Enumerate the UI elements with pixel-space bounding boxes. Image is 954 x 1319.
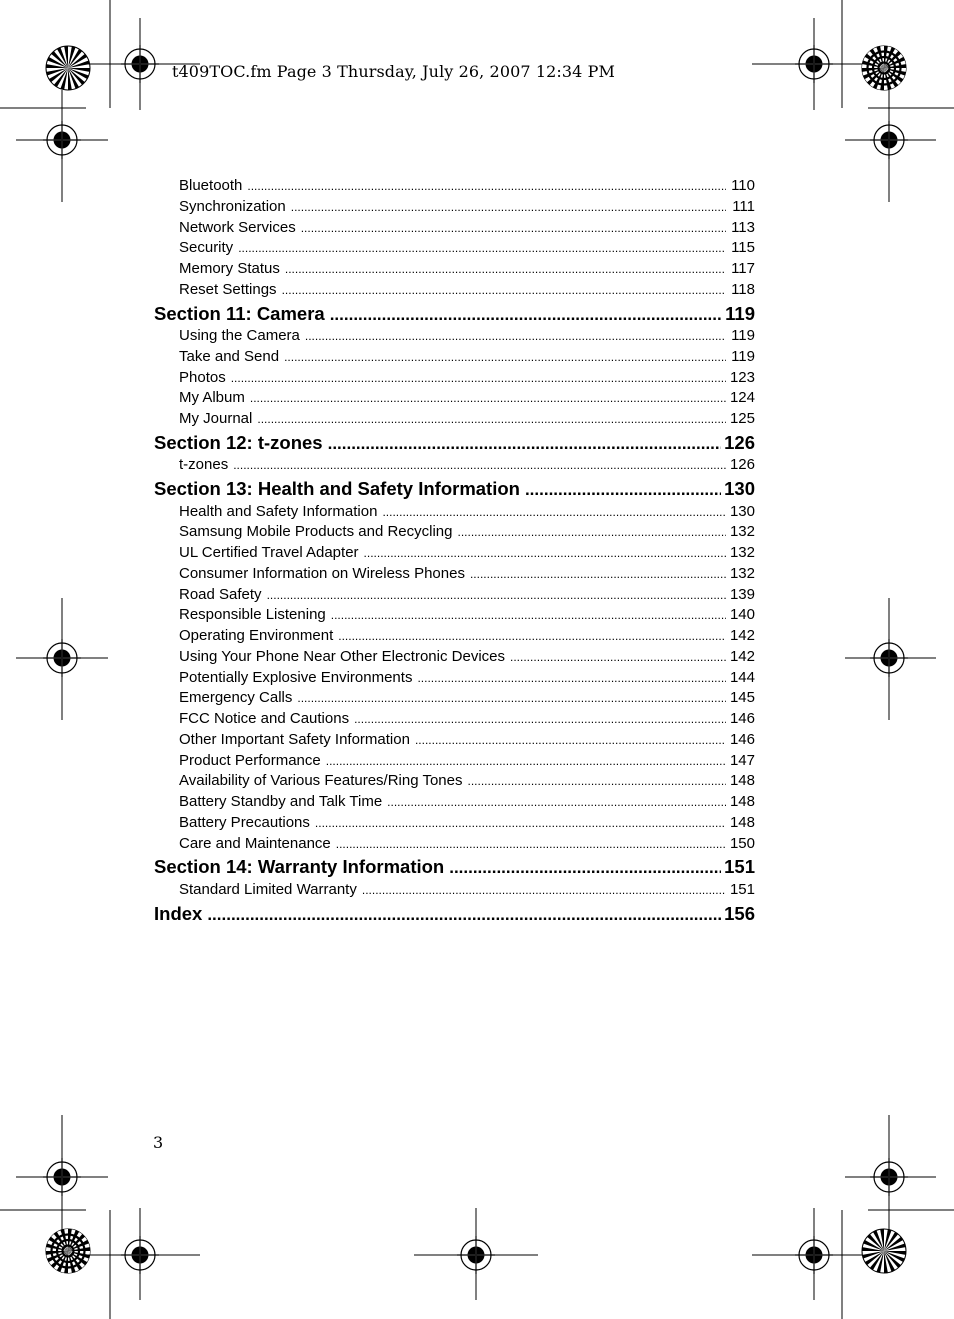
toc-entry-title: Section 14: Warranty Information	[154, 856, 445, 878]
dot-leader	[285, 259, 726, 280]
toc-entry[interactable]	[154, 347, 755, 368]
registration-crosshair	[457, 1236, 495, 1274]
toc-entry-page: 146	[729, 730, 755, 748]
toc-entry-title: Synchronization	[179, 197, 286, 215]
registration-crosshair	[43, 639, 81, 677]
toc-entry-page: 119	[731, 347, 755, 365]
toc-entry[interactable]	[154, 813, 755, 834]
dot-leader	[338, 626, 726, 647]
toc-entry-page: 126	[729, 456, 755, 474]
toc-entry-title: Section 11: Camera	[154, 302, 325, 324]
toc-entry-page: 130	[724, 478, 755, 499]
toc-entry-page: 146	[729, 710, 755, 727]
toc-entry-page: 126	[724, 431, 755, 453]
toc-entry[interactable]	[154, 771, 755, 792]
toc-entry-page: 151	[724, 856, 755, 878]
toc-entry[interactable]	[154, 730, 755, 751]
toc-entry-page: 139	[729, 585, 755, 603]
toc-entry-title: Security	[179, 239, 234, 257]
toc-entry-title: Section 13: Health and Safety Information	[154, 478, 520, 499]
toc-entry[interactable]	[154, 218, 755, 239]
dot-leader	[267, 585, 726, 606]
toc-entry-title: Emergency Calls	[179, 689, 293, 707]
registration-starburst	[46, 46, 90, 90]
dot-leader	[525, 477, 721, 503]
dot-leader	[417, 668, 726, 689]
registration-crosshair	[121, 45, 159, 83]
toc-entry-page: 119	[731, 327, 755, 344]
dot-leader	[449, 855, 721, 881]
toc-entry[interactable]	[154, 197, 755, 218]
toc-entry[interactable]	[154, 709, 755, 730]
toc-entry-title: Using Your Phone Near Other Electronic Devices	[179, 647, 506, 665]
dot-leader	[250, 388, 726, 409]
toc-section-entry[interactable]	[154, 301, 755, 327]
toc-entry-title: Responsible Listening	[179, 606, 326, 624]
registration-crosshair	[795, 45, 833, 83]
toc-entry[interactable]	[154, 522, 755, 543]
registration-crosshair	[43, 1158, 81, 1196]
toc-entry[interactable]	[154, 280, 755, 301]
toc-entry[interactable]	[154, 792, 755, 813]
toc-entry-title: Take and Send	[179, 347, 280, 365]
toc-entry-title: Network Services	[179, 218, 296, 236]
dot-leader	[354, 709, 726, 730]
toc-entry-page: 140	[729, 606, 755, 624]
dot-leader	[297, 688, 726, 709]
toc-entry[interactable]	[154, 455, 755, 476]
dot-leader	[470, 564, 726, 585]
toc-entry-page: 145	[729, 689, 755, 707]
registration-crosshair	[870, 121, 908, 159]
toc-entry-title: Operating Environment	[179, 627, 334, 644]
toc-entry[interactable]	[154, 647, 755, 668]
toc-entry[interactable]	[154, 326, 755, 347]
toc-entry-page: 118	[731, 280, 755, 298]
toc-entry-page: 148	[729, 772, 755, 790]
toc-section-entry[interactable]	[154, 476, 755, 502]
toc-entry[interactable]	[154, 368, 755, 389]
toc-entry[interactable]	[154, 688, 755, 709]
table-of-contents	[154, 176, 755, 926]
toc-entry-page: 132	[729, 564, 755, 582]
toc-entry-page: 110	[731, 177, 755, 194]
toc-entry-page: 111	[732, 197, 755, 215]
toc-entry[interactable]	[154, 409, 755, 430]
dot-leader	[207, 902, 721, 928]
registration-starburst	[862, 46, 906, 90]
dot-leader	[326, 751, 726, 772]
toc-entry-title: FCC Notice and Cautions	[179, 710, 350, 727]
toc-entry-page: 130	[729, 502, 755, 520]
registration-crosshair	[121, 1236, 159, 1274]
dot-leader	[231, 368, 726, 389]
dot-leader	[291, 197, 726, 218]
toc-entry-page: 132	[729, 523, 755, 541]
toc-entry[interactable]	[154, 751, 755, 772]
dot-leader	[301, 218, 726, 239]
dot-leader	[233, 455, 726, 476]
page-number: 3	[153, 1133, 164, 1152]
dot-leader	[382, 502, 726, 523]
toc-entry-title: Product Performance	[179, 751, 321, 769]
dot-leader	[387, 792, 726, 813]
toc-entry[interactable]	[154, 564, 755, 585]
toc-entry-page: 115	[731, 239, 755, 257]
toc-entry-title: Battery Standby and Talk Time	[179, 793, 383, 810]
dot-leader	[330, 302, 721, 328]
toc-entry-title: Availability of Various Features/Ring Tones	[179, 772, 463, 790]
dot-leader	[510, 647, 726, 668]
toc-section-entry[interactable]	[154, 854, 755, 880]
toc-entry-page: 132	[729, 544, 755, 561]
registration-crosshair	[43, 121, 81, 159]
toc-entry[interactable]	[154, 668, 755, 689]
toc-entry-title: Health and Safety Information	[179, 502, 378, 520]
toc-entry-title: Road Safety	[179, 585, 262, 603]
toc-entry-title: Consumer Information on Wireless Phones	[179, 564, 465, 582]
toc-entry-page: 142	[729, 647, 755, 665]
toc-entry[interactable]	[154, 834, 755, 855]
toc-entry-title: Index	[154, 902, 203, 924]
dot-leader	[364, 543, 726, 564]
toc-entry-title: Standard Limited Warranty	[179, 880, 357, 898]
toc-entry[interactable]	[154, 605, 755, 626]
toc-entry-title: Reset Settings	[179, 280, 277, 298]
dot-leader	[336, 834, 726, 855]
toc-entry-title: Section 12: t-zones	[154, 431, 323, 453]
toc-entry-title: My Journal	[179, 410, 253, 427]
toc-entry[interactable]	[154, 626, 755, 647]
dot-leader	[284, 347, 726, 368]
toc-entry-page: 148	[729, 793, 755, 810]
dot-leader	[415, 730, 726, 751]
toc-entry-title: My Album	[179, 389, 245, 407]
dot-leader	[238, 238, 726, 259]
registration-crosshair	[870, 639, 908, 677]
toc-section-entry[interactable]	[154, 901, 755, 927]
registration-starburst	[862, 1229, 906, 1273]
toc-entry[interactable]	[154, 388, 755, 409]
toc-entry[interactable]	[154, 543, 755, 564]
toc-entry-title: Memory Status	[179, 260, 280, 277]
toc-entry-page: 125	[729, 410, 755, 427]
dot-leader	[282, 280, 726, 301]
toc-section-entry[interactable]	[154, 430, 755, 456]
toc-entry-page: 150	[729, 834, 755, 852]
registration-crosshair	[795, 1236, 833, 1274]
toc-entry-page: 156	[724, 902, 755, 924]
dot-leader	[328, 431, 721, 457]
registration-crosshair	[870, 1158, 908, 1196]
dot-leader	[305, 326, 726, 347]
toc-entry-page: 124	[729, 389, 755, 407]
toc-entry-title: Battery Precautions	[179, 813, 310, 831]
toc-entry[interactable]	[154, 259, 755, 280]
dot-leader	[331, 605, 726, 626]
registration-starburst	[46, 1229, 90, 1273]
toc-entry-page: 144	[729, 668, 755, 686]
toc-entry-page: 142	[729, 627, 755, 644]
toc-entry-title: Care and Maintenance	[179, 834, 331, 852]
toc-entry-title: Using the Camera	[179, 327, 300, 344]
toc-entry-title: UL Certified Travel Adapter	[179, 544, 359, 561]
dot-leader	[362, 880, 726, 901]
toc-entry-title: Potentially Explosive Environments	[179, 668, 413, 686]
dot-leader	[257, 409, 726, 430]
toc-entry-page: 148	[729, 813, 755, 831]
toc-entry-page: 123	[729, 368, 755, 386]
dot-leader	[247, 176, 726, 197]
toc-entry-title: Bluetooth	[179, 177, 243, 194]
toc-entry-title: Other Important Safety Information	[179, 730, 410, 748]
print-slug-header: t409TOC.fm Page 3 Thursday, July 26, 2007 12:34 PM	[172, 62, 615, 81]
dot-leader	[467, 771, 726, 792]
toc-entry-title: t-zones	[179, 456, 229, 474]
toc-entry-title: Samsung Mobile Products and Recycling	[179, 523, 453, 541]
toc-entry-page: 147	[729, 751, 755, 769]
toc-entry[interactable]	[154, 176, 755, 197]
toc-entry[interactable]	[154, 502, 755, 523]
toc-entry-page: 119	[725, 302, 755, 324]
toc-entry-page: 117	[731, 260, 755, 277]
toc-entry-page: 151	[729, 880, 755, 898]
toc-entry-page: 113	[731, 218, 755, 236]
toc-entry[interactable]	[154, 238, 755, 259]
toc-entry[interactable]	[154, 585, 755, 606]
dot-leader	[457, 522, 726, 543]
toc-entry[interactable]	[154, 880, 755, 901]
dot-leader	[315, 813, 726, 834]
toc-entry-title: Photos	[179, 368, 226, 386]
